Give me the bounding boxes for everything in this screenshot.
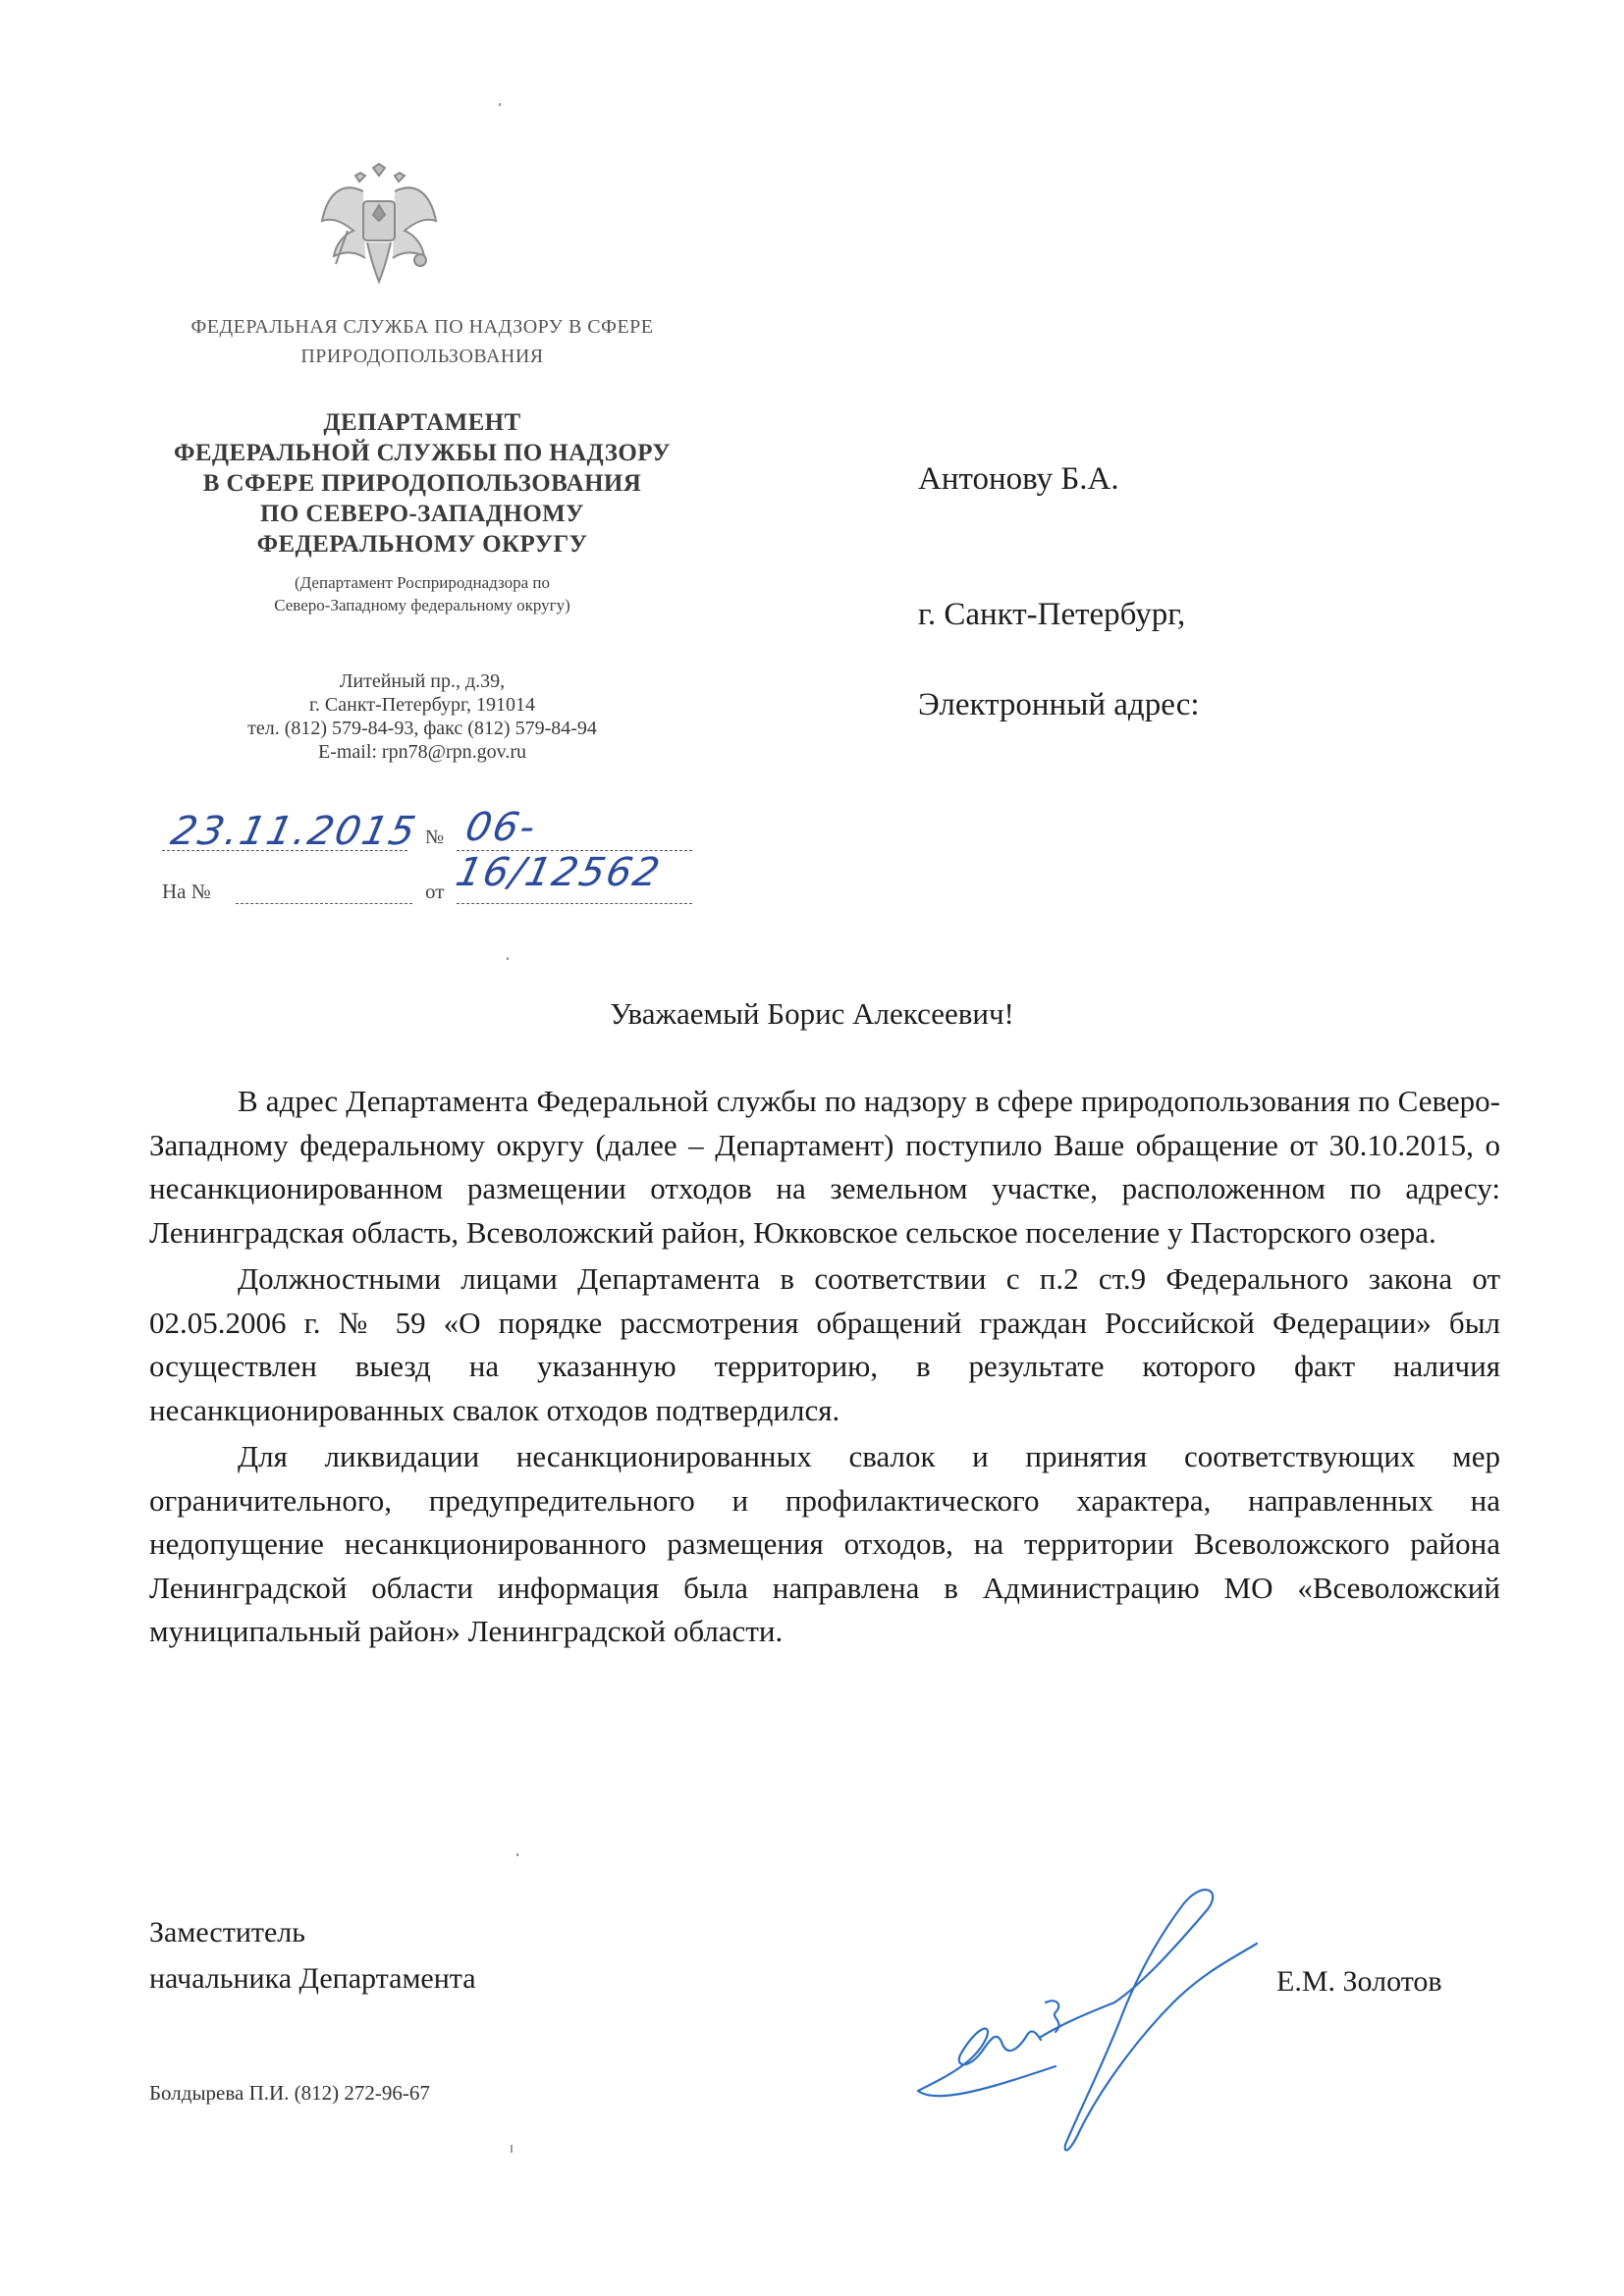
from-field xyxy=(457,903,692,904)
address-line-2: г. Санкт-Петербург, 191014 xyxy=(308,694,536,716)
signatory-title-line-1: Заместитель xyxy=(149,1916,305,1949)
handwritten-signature-icon xyxy=(908,1865,1281,2160)
body-paragraph: Должностными лицами Департамента в соответствии с п.2 ст.9 Федерального закона от 02.05.2006 г. № 59 «О порядке рассмотрения обращений граждан Российской Федерации» был осуществлен выезд на указанную территорию, в результате которого факт наличия несанкционированных свалок отходов подтвердился. xyxy=(149,1261,1500,1427)
scan-speck xyxy=(499,103,501,106)
letter-body xyxy=(149,1080,1500,1654)
greeting: Уважаемый Борис Алексеевич! xyxy=(610,996,1014,1031)
email-line: E-mail: rpn78@rpn.gov.ru xyxy=(317,741,527,763)
recipient-email-label: Электронный адрес: xyxy=(918,687,1200,722)
signatory-name: Е.М. Золотов xyxy=(1276,1965,1442,1998)
department-short-name xyxy=(137,571,707,616)
department-name xyxy=(137,407,707,560)
registration-date: 23.11.2015 xyxy=(167,809,421,854)
dept-line: ФЕДЕРАЛЬНОЙ СЛУЖБЫ ПО НАДЗОРУ xyxy=(173,440,672,466)
service-line-2: ПРИРОДОПОЛЬЗОВАНИЯ xyxy=(300,346,544,367)
number-label: № xyxy=(425,827,445,848)
dept-line: ПО СЕВЕРО-ЗАПАДНОМУ xyxy=(260,501,584,527)
reply-to-field xyxy=(236,903,412,904)
department-contacts xyxy=(137,669,707,764)
body-paragraph: Для ликвидации несанкционированных свалок и принятия соответствующих мер ограничительного, предупредительного и профилактического характера, направленных на недопущение несанкционированного размещения отходов, на территории Всеволожского района Ленинградской области информация была направлена в Администрацию МО «Всеволожский муниципальный район» Ленинградской области. xyxy=(149,1439,1500,1648)
scan-speck xyxy=(511,2145,513,2153)
service-line-1: ФЕДЕРАЛЬНАЯ СЛУЖБА ПО НАДЗОРУ В СФЕРЕ xyxy=(190,316,654,338)
executor-contact: Болдырева П.И. (812) 272-96-67 xyxy=(149,2081,430,2105)
scan-speck xyxy=(516,1853,518,1856)
registration-block xyxy=(162,805,712,921)
dept-line: В СФЕРЕ ПРИРОДОПОЛЬЗОВАНИЯ xyxy=(202,470,642,497)
reply-to-label: На № xyxy=(162,880,211,903)
federal-service-name xyxy=(137,312,707,371)
dept-line: ФЕДЕРАЛЬНОМУ ОКРУГУ xyxy=(256,531,588,558)
russian-coat-of-arms-icon xyxy=(314,162,444,288)
phone-line: тел. (812) 579-84-93, факс (812) 579-84-94 xyxy=(247,718,597,739)
body-paragraph: В адрес Департамента Федеральной службы по надзору в сфере природопользования по Северо-Западному федеральному округу (далее – Департамент) поступило Ваше обращение от 30.10.2015, о несанкционированном размещении отходов на земельном участке, расположенном по адресу: Ленинградская область, Всеволожский район, Юкковское сельское поселение у Пасторского озера. xyxy=(149,1084,1500,1250)
recipient-city: г. Санкт-Петербург, xyxy=(918,597,1186,632)
address-line-1: Литейный пр., д.39, xyxy=(339,670,506,692)
signatory-title-line-2: начальника Департамента xyxy=(149,1962,476,1995)
dept-short-line-2: Северо-Западному федеральному округу) xyxy=(274,596,570,614)
signatory-title xyxy=(149,1909,476,2002)
from-label: от xyxy=(425,880,445,903)
dept-line: ДЕПАРТАМЕНТ xyxy=(323,409,521,436)
dept-short-line-1: (Департамент Росприроднадзора по xyxy=(294,573,551,592)
scan-speck xyxy=(507,957,509,960)
recipient-name: Антонову Б.А. xyxy=(918,461,1119,497)
registration-number: 06-16/12562 xyxy=(452,805,666,895)
